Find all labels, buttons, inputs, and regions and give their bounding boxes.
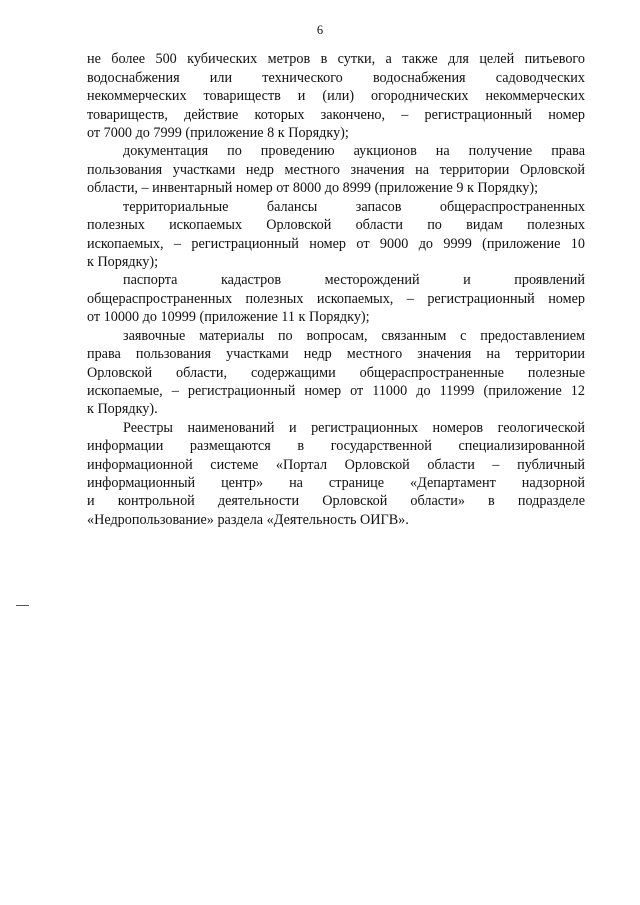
paragraph-first-line: территориальные балансы запасов общераспространенных [123,199,585,215]
text-line: от 10000 до 10999 (приложение 11 к Порядку); [87,309,370,325]
text-line: от 7000 до 7999 (приложение 8 к Порядку); [87,125,349,141]
text-line: некоммерческих товариществ и (или) огороднических некоммерческих [87,88,585,104]
text-line: области, – инвентарный номер от 8000 до 8999 (приложение 9 к Порядку); [87,180,539,196]
scan-margin-mark [16,605,29,606]
paragraph-first-line: паспорта кадастров месторождений и проявлений [123,272,585,288]
paragraph-first-line: документация по проведению аукционов на получение права [123,143,585,159]
page-number: 6 [316,23,324,37]
text-line: информационной системе «Портал Орловской области – публичный [87,457,585,473]
text-line: товариществ, действие которых закончено, – регистрационный номер [87,107,585,123]
text-line: к Порядку). [87,401,158,417]
text-line: и контрольной деятельности Орловской области» в подразделе [87,493,585,509]
text-line: не более 500 кубических метров в сутки, а также для целей питьевого [87,51,585,67]
text-line: к Порядку); [87,254,159,270]
paragraph-first-line: Реестры наименований и регистрационных номеров геологической [123,420,585,436]
text-line: полезных ископаемых Орловской области по видам полезных [87,217,585,233]
text-line: информации размещаются в государственной специализированной [87,438,585,454]
paragraph-first-line: заявочные материалы по вопросам, связанным с предоставлением [123,328,585,344]
text-line: ископаемых, – регистрационный номер от 9000 до 9999 (приложение 10 [87,236,585,252]
text-line: пользования участками недр местного значения на территории Орловской [87,162,585,178]
text-line: «Недропользование» раздела «Деятельность ОИГВ». [87,512,409,528]
text-line: ископаемые, – регистрационный номер от 11000 до 11999 (приложение 12 [87,383,585,399]
text-line: информационный центр» на странице «Департамент надзорной [87,475,585,491]
text-line: права пользования участками недр местного значения на территории [87,346,585,362]
text-line: общераспространенных полезных ископаемых, – регистрационный номер [87,291,585,307]
text-line: водоснабжения или технического водоснабжения садоводческих [87,70,585,86]
text-line: Орловской области, содержащими общераспространенные полезные [87,365,585,381]
